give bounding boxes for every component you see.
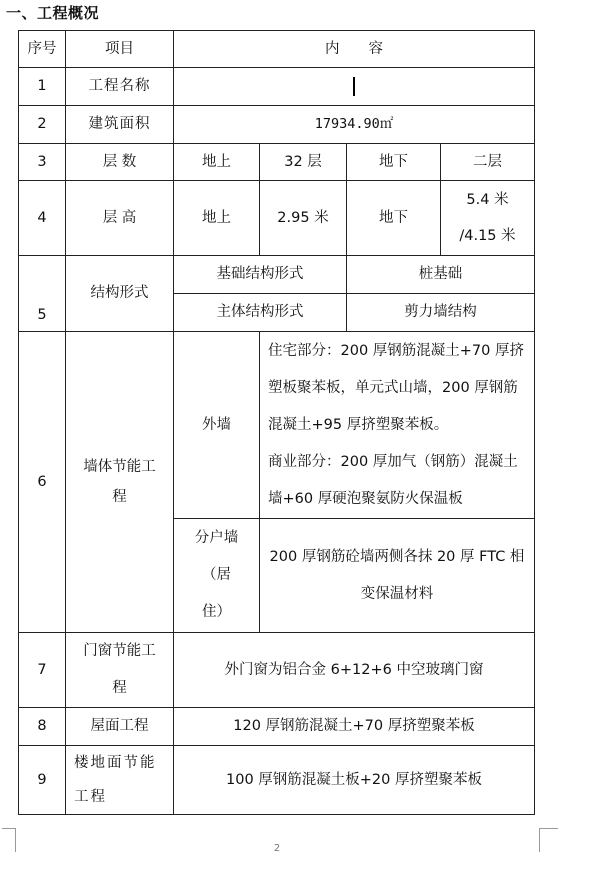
row-item: 层 高 xyxy=(66,181,174,256)
below-ground-height xyxy=(441,181,535,256)
row-seq: 6 xyxy=(19,332,66,633)
row-seq: 9 xyxy=(19,746,66,815)
floor-spec: 100 厚钢筋混凝土板+20 厚挤塑聚苯板 xyxy=(174,746,535,815)
table-row xyxy=(19,633,535,708)
main-structure-label: 主体结构形式 xyxy=(174,294,347,332)
main-structure-value: 剪力墙结构 xyxy=(347,294,535,332)
table-row xyxy=(19,68,535,106)
header-item: 项目 xyxy=(66,31,174,68)
row-seq: 7 xyxy=(19,633,66,708)
row-item: 建筑面积 xyxy=(66,106,174,144)
row-item xyxy=(66,746,174,815)
table-row xyxy=(19,181,535,256)
table-row xyxy=(19,708,535,746)
header-content: 内 容 xyxy=(174,31,535,68)
table-header-row xyxy=(19,31,535,68)
row-item xyxy=(66,332,174,633)
header-seq: 序号 xyxy=(19,31,66,68)
row-seq: 8 xyxy=(19,708,66,746)
table-row xyxy=(19,746,535,815)
table-row xyxy=(19,106,535,144)
foundation-label: 基础结构形式 xyxy=(174,256,347,294)
row-seq: 5 xyxy=(19,256,66,332)
above-ground-label: 地上 xyxy=(174,144,260,181)
below-ground-label: 地下 xyxy=(347,181,441,256)
project-name-input[interactable] xyxy=(174,68,535,106)
below-ground-floors: 二层 xyxy=(441,144,535,181)
spec-line: 住宅部分：200 厚钢筋混凝土+70 厚挤 xyxy=(268,342,524,359)
row-item xyxy=(66,633,174,708)
text-cursor xyxy=(353,77,355,96)
spec-line: 混凝土+95 厚挤塑聚苯板。 xyxy=(268,416,449,433)
spec-line: 200 厚钢筋砼墙两侧各抹 20 厚 FTC 相 xyxy=(269,548,525,565)
above-ground-floors: 32 层 xyxy=(260,144,347,181)
spec-line: 墙+60 厚硬泡聚氨防火保温板 xyxy=(268,490,463,507)
section-heading: 一、工程概况 xyxy=(6,4,100,22)
row-item: 屋面工程 xyxy=(66,708,174,746)
roof-spec: 120 厚钢筋混凝土+70 厚挤塑聚苯板 xyxy=(174,708,535,746)
spec-line: 商业部分：200 厚加气（钢筋）混凝土 xyxy=(268,453,518,470)
unit-wall-label-line: 住） xyxy=(202,604,231,620)
below-height-line-1: 5.4 米 xyxy=(466,192,509,208)
above-ground-height: 2.95 米 xyxy=(260,181,347,256)
table-row xyxy=(19,256,535,294)
floor-area-value: 17934.90㎡ xyxy=(174,106,535,144)
row-seq: 1 xyxy=(19,68,66,106)
row-item-line-1: 楼地面节能 xyxy=(74,755,157,771)
spec-line: 塑板聚苯板，单元式山墙，200 厚钢筋 xyxy=(268,379,518,396)
row-item: 层 数 xyxy=(66,144,174,181)
table-row xyxy=(19,332,535,519)
unit-wall-label-line: 分户墙 xyxy=(194,530,239,546)
unit-wall-label xyxy=(174,519,260,633)
below-height-line-2: /4.15 米 xyxy=(459,228,516,244)
outer-wall-label: 外墙 xyxy=(174,332,260,519)
above-ground-label: 地上 xyxy=(174,181,260,256)
row-seq: 2 xyxy=(19,106,66,144)
row-item: 工程名称 xyxy=(66,68,174,106)
row-seq: 3 xyxy=(19,144,66,181)
window-spec: 外门窗为铝合金 6+12+6 中空玻璃门窗 xyxy=(174,633,535,708)
outer-wall-spec xyxy=(260,332,535,519)
table-row xyxy=(19,144,535,181)
row-item-line-2: 程 xyxy=(112,489,127,505)
row-item-line-2: 工程 xyxy=(74,789,107,805)
page-number: 2 xyxy=(273,843,281,854)
foundation-value: 桩基础 xyxy=(347,256,535,294)
row-item-line-2: 程 xyxy=(112,680,127,696)
below-ground-label: 地下 xyxy=(347,144,441,181)
unit-wall-spec xyxy=(260,519,535,633)
spec-line: 变保温材料 xyxy=(360,585,434,602)
row-item: 结构形式 xyxy=(66,256,174,332)
project-overview-table xyxy=(18,30,535,815)
row-seq: 4 xyxy=(19,181,66,256)
row-item-line-1: 门窗节能工 xyxy=(83,643,156,659)
row-item-line-1: 墙体节能工 xyxy=(83,459,156,475)
unit-wall-label-line: （居 xyxy=(202,567,231,583)
